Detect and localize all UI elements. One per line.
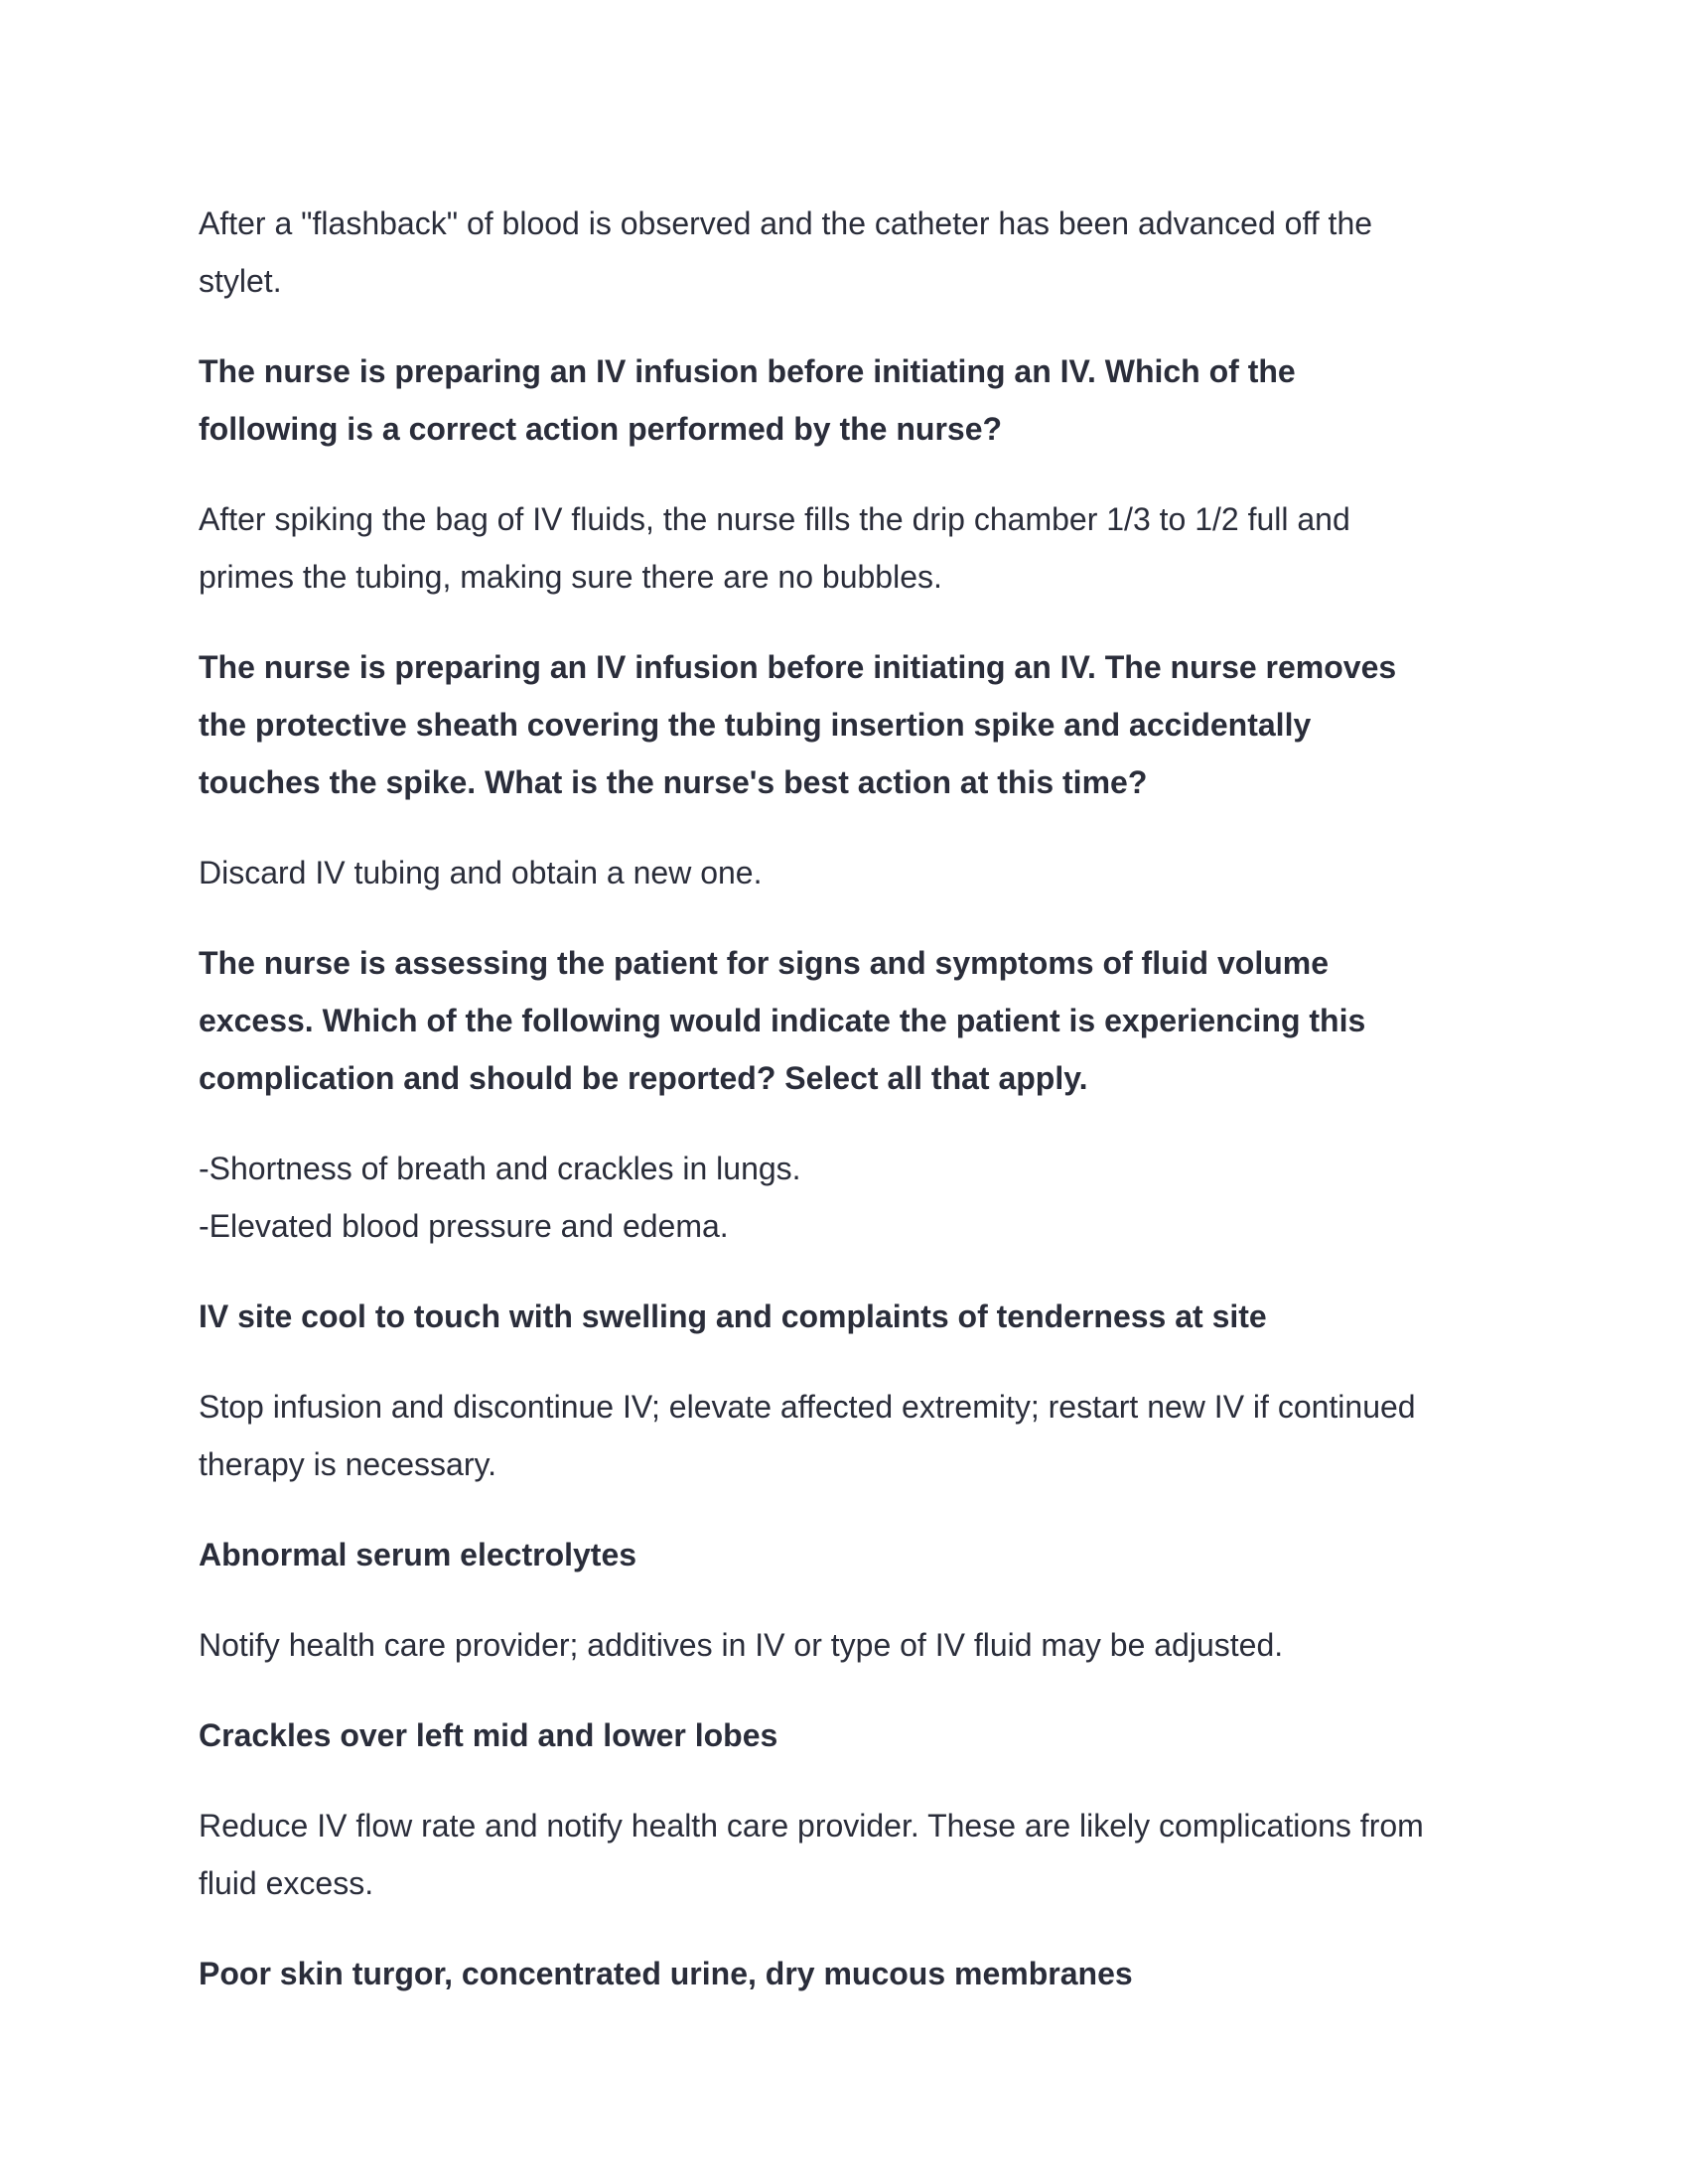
text-line: Poor skin turgor, concentrated urine, dry mucous membranes bbox=[199, 1956, 1133, 1991]
text-line: -Elevated blood pressure and edema. bbox=[199, 1208, 729, 1244]
text-line: touches the spike. What is the nurse's best action at this time? bbox=[199, 764, 1148, 800]
text-line: After spiking the bag of IV fluids, the nurse fills the drip chamber 1/3 to 1/2 full and bbox=[199, 501, 1350, 537]
text-line: The nurse is preparing an IV infusion before initiating an IV. The nurse removes bbox=[199, 649, 1397, 685]
text-line: The nurse is preparing an IV infusion before initiating an IV. Which of the bbox=[199, 353, 1296, 389]
text-line: primes the tubing, making sure there are no bubbles. bbox=[199, 559, 942, 595]
text-line: fluid excess. bbox=[199, 1865, 374, 1901]
paragraph-answer bbox=[199, 490, 1489, 606]
text-line: IV site cool to touch with swelling and complaints of tenderness at site bbox=[199, 1298, 1267, 1334]
paragraph-answer bbox=[199, 195, 1489, 310]
paragraph-question bbox=[199, 1706, 1489, 1764]
text-line: excess. Which of the following would indicate the patient is experiencing this bbox=[199, 1003, 1366, 1038]
text-line: following is a correct action performed by the nurse? bbox=[199, 411, 1003, 447]
text-line: Notify health care provider; additives in IV or type of IV fluid may be adjusted. bbox=[199, 1627, 1284, 1663]
text-line: Discard IV tubing and obtain a new one. bbox=[199, 855, 763, 890]
paragraph-answer bbox=[199, 1140, 1489, 1255]
text-line: complication and should be reported? Select all that apply. bbox=[199, 1060, 1088, 1096]
text-line: therapy is necessary. bbox=[199, 1446, 496, 1482]
paragraph-answer bbox=[199, 1797, 1489, 1912]
text-line: Crackles over left mid and lower lobes bbox=[199, 1717, 778, 1753]
text-line: Abnormal serum electrolytes bbox=[199, 1537, 637, 1572]
paragraph-question bbox=[199, 342, 1489, 458]
paragraph-question bbox=[199, 1288, 1489, 1345]
document-page bbox=[199, 195, 1489, 2035]
paragraph-answer bbox=[199, 844, 1489, 901]
paragraph-question bbox=[199, 1945, 1489, 2002]
paragraph-answer bbox=[199, 1378, 1489, 1493]
paragraph-question bbox=[199, 638, 1489, 811]
text-line: The nurse is assessing the patient for signs and symptoms of fluid volume bbox=[199, 945, 1329, 981]
paragraph-question bbox=[199, 1526, 1489, 1583]
paragraph-question bbox=[199, 934, 1489, 1107]
paragraph-answer bbox=[199, 1616, 1489, 1674]
text-line: Stop infusion and discontinue IV; elevate affected extremity; restart new IV if continued bbox=[199, 1389, 1416, 1425]
text-line: Reduce IV flow rate and notify health care provider. These are likely complications from bbox=[199, 1808, 1424, 1843]
text-line: stylet. bbox=[199, 263, 282, 299]
text-line: After a "flashback" of blood is observed and the catheter has been advanced off the bbox=[199, 205, 1373, 241]
text-line: -Shortness of breath and crackles in lungs. bbox=[199, 1151, 801, 1186]
text-line: the protective sheath covering the tubing insertion spike and accidentally bbox=[199, 707, 1312, 743]
